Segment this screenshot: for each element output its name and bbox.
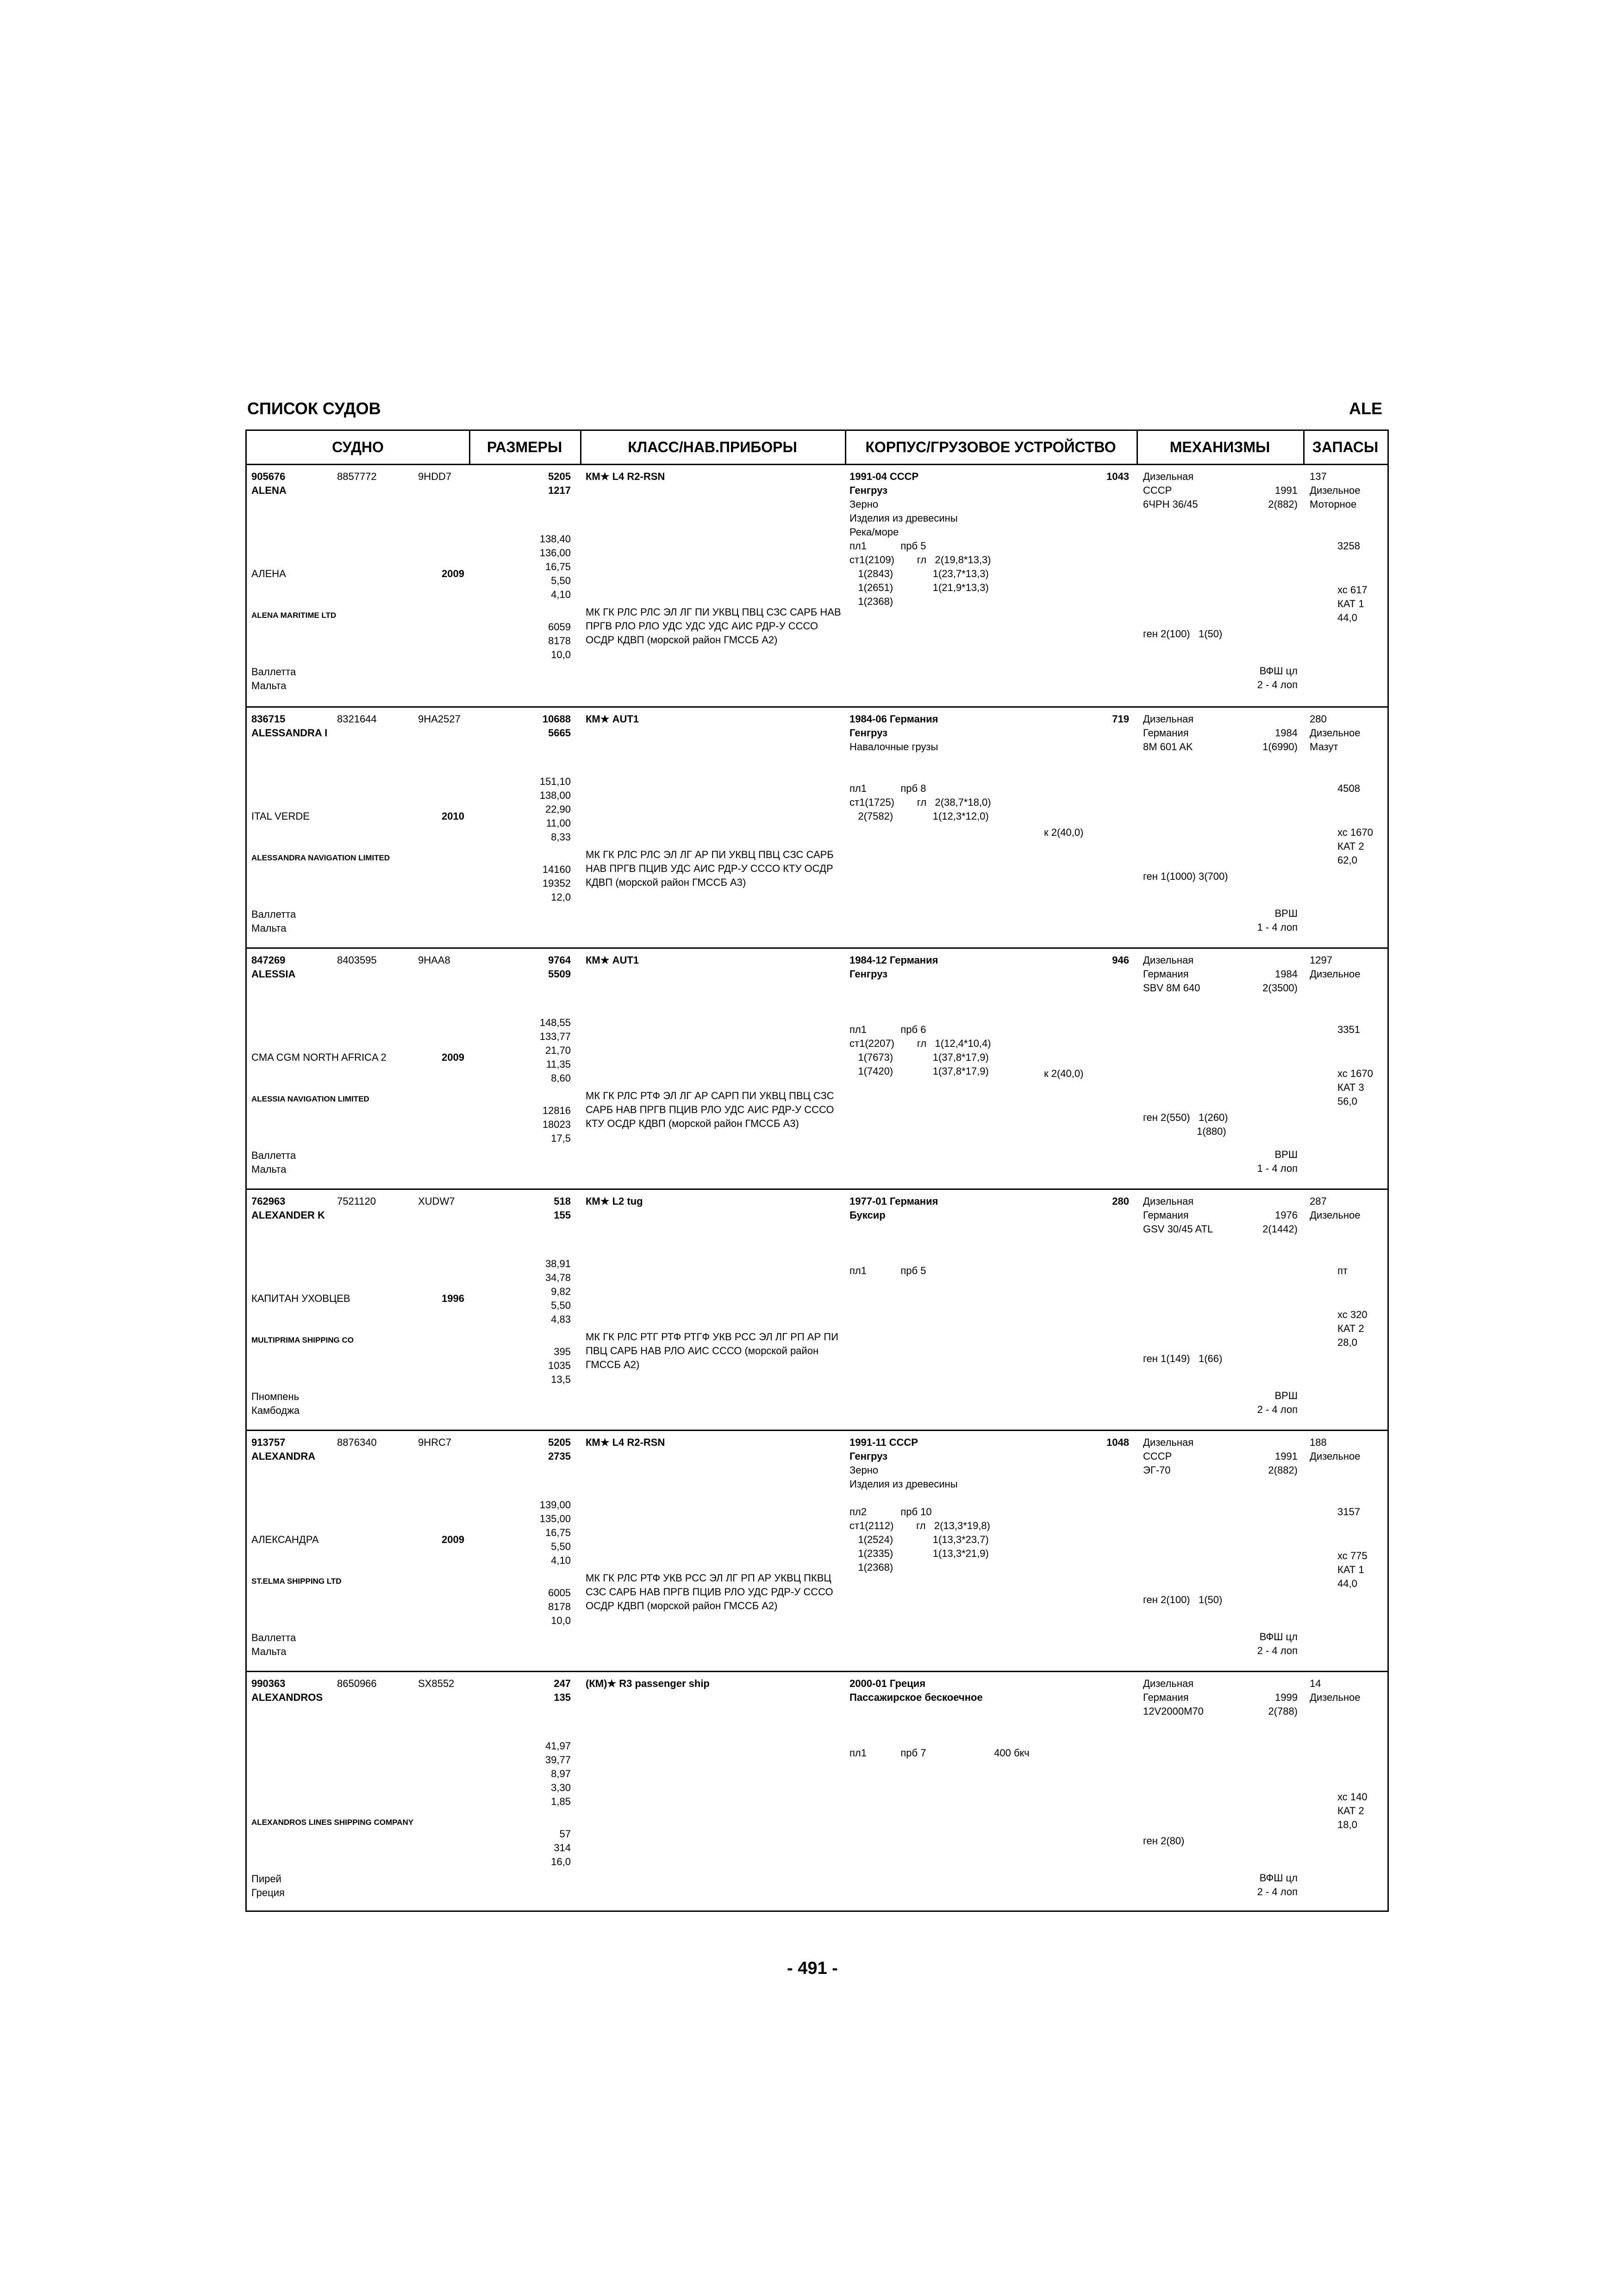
engine-power: 2(1442) <box>1262 1223 1298 1235</box>
deadweight: 518 <box>554 1195 571 1207</box>
ship-name: ALESSIA <box>251 968 296 980</box>
ship-register-table <box>245 429 1389 1912</box>
page-index-code: ALE <box>1349 399 1382 418</box>
engine-year: 1991 <box>1275 1450 1298 1462</box>
engine-year: 1984 <box>1275 968 1298 980</box>
register-number: 762963 <box>251 1195 286 1207</box>
call-sign: 9HA2527 <box>418 713 461 725</box>
generators: ген 2(550) 1(260) 1(880) <box>1143 1112 1228 1137</box>
flag-state: Мальта <box>251 1646 287 1657</box>
crew-info: хс 617 КАТ 1 44,0 <box>1337 584 1368 623</box>
cargo-types: Зерно Изделия из древесины Река/море <box>849 498 958 538</box>
capacity-speed: 57 314 16,0 <box>551 1828 571 1867</box>
ship-name: ALENA <box>251 485 287 496</box>
class-notation: КМ★ L4 R2-RSN <box>586 1437 665 1448</box>
decks-holds: пл1 прб 7 400 бкч <box>849 1747 1030 1759</box>
propeller-info: ВРШ 1 - 4 лоп <box>1257 908 1298 933</box>
gross-tonnage: 5509 <box>548 968 571 980</box>
build-date-country: 1991-11 СССР <box>849 1437 918 1448</box>
former-name: CMA CGM NORTH AFRICA 2 <box>251 1052 387 1063</box>
engine-info: Дизельная СССР 6ЧРН 36/45 <box>1143 471 1198 510</box>
engine-year: 1991 <box>1275 485 1298 496</box>
deadweight: 247 <box>554 1678 571 1689</box>
hull-number: 1048 <box>1106 1437 1129 1448</box>
build-date-country: 1977-01 Германия <box>849 1195 938 1207</box>
ship-record <box>247 1188 1387 1430</box>
gross-tonnage: 1217 <box>548 485 571 496</box>
propeller-info: ВФШ цл 2 - 4 лоп <box>1257 1872 1298 1898</box>
capacity-speed: 6005 8178 10,0 <box>548 1587 571 1626</box>
fuel-info: 280 Дизельное Мазут <box>1310 713 1361 753</box>
crew-info: хс 140 КАТ 2 18,0 <box>1337 1791 1368 1830</box>
engine-power: 2(788) <box>1268 1705 1298 1717</box>
dimensions: 138,40 136,00 16,75 5,50 4,10 <box>539 533 571 600</box>
engine-info: Дизельная Германия 8M 601 AK <box>1143 713 1194 753</box>
engine-info: Дизельная Германия 12V2000M70 <box>1143 1678 1204 1717</box>
decks-holds: пл1 прб 6 ст1(2207) гл 1(12,4*10,4) 1(7673) 1(37,8*17,9) 1(7420) 1(37,8*17,9) <box>849 1024 991 1077</box>
port-of-registry: Валлетта <box>251 1632 296 1643</box>
build-date-country: 1984-06 Германия <box>849 713 938 725</box>
navigation-equipment: МК ГК РЛС РТФ УКВ РСС ЭЛ ЛГ РП АР УКВЦ ПКВЦ СЗС САРБ НАВ ПРГВ ПЦИВ РЛО УДС РДР-У СССО ОСДР КДВП (морской район ГМССБ А2) <box>586 1572 833 1612</box>
generators: ген 2(80) <box>1143 1835 1185 1847</box>
owner-name: MULTIPRIMA SHIPPING CO <box>251 1336 354 1344</box>
imo-number: 8321644 <box>337 713 377 725</box>
former-name-year: 2009 <box>442 568 464 579</box>
engine-power: 2(882) <box>1268 1464 1298 1476</box>
crew-info: хс 1670 КАТ 2 62,0 <box>1337 827 1373 866</box>
column-header-class: КЛАСС/НАВ.ПРИБОРЫ <box>580 431 845 465</box>
call-sign: 9HDD7 <box>418 471 452 482</box>
propeller-info: ВРШ 1 - 4 лоп <box>1257 1149 1298 1174</box>
flag-state: Мальта <box>251 922 287 934</box>
former-name-year: 2009 <box>442 1534 464 1545</box>
port-of-registry: Пномпень <box>251 1391 300 1402</box>
dimensions: 41,97 39,77 8,97 3,30 1,85 <box>545 1740 571 1807</box>
call-sign: XUDW7 <box>418 1195 455 1207</box>
build-date-country: 2000-01 Греция <box>849 1678 926 1689</box>
deadweight: 9764 <box>548 954 571 966</box>
build-date-country: 1991-04 СССР <box>849 471 919 482</box>
engine-power: 2(3500) <box>1262 982 1298 994</box>
former-name: КАПИТАН УХОВЦЕВ <box>251 1293 350 1304</box>
former-name: ITAL VERDE <box>251 810 310 822</box>
engine-year: 1984 <box>1275 727 1298 739</box>
owner-name: ALESSIA NAVIGATION LIMITED <box>251 1095 369 1103</box>
imo-number: 8403595 <box>337 954 377 966</box>
deadweight: 10688 <box>542 713 571 725</box>
register-number: 905676 <box>251 471 286 482</box>
imo-number: 8876340 <box>337 1437 377 1448</box>
range: 3157 <box>1337 1506 1360 1518</box>
range: 3351 <box>1337 1024 1360 1035</box>
range: 3258 <box>1337 540 1360 552</box>
hull-number: 280 <box>1112 1195 1129 1207</box>
fuel-info: 188 Дизельное <box>1310 1437 1361 1462</box>
decks-holds: пл2 прб 10 ст1(2112) гл 2(13,3*19,8) 1(2524) 1(13,3*23,7) 1(2335) 1(13,3*21,9) 1(2368) <box>849 1506 990 1573</box>
dimensions: 148,55 133,77 21,70 11,35 8,60 <box>539 1017 571 1084</box>
engine-year: 1999 <box>1275 1692 1298 1703</box>
range: 4508 <box>1337 783 1360 794</box>
column-header-vessel: СУДНО <box>247 431 469 465</box>
page-number: - 491 - <box>787 1959 838 1978</box>
hull-number: 1043 <box>1106 471 1129 482</box>
ship-type: Генгруз <box>849 485 888 496</box>
former-name: АЛЕКСАНДРА <box>251 1534 319 1545</box>
engine-info: Дизельная Германия SBV 8M 640 <box>1143 954 1200 994</box>
flag-state: Греция <box>251 1887 285 1898</box>
flag-state: Камбоджа <box>251 1405 300 1416</box>
former-name: АЛЕНА <box>251 568 286 579</box>
ship-record <box>247 947 1387 1188</box>
engine-power: 1(6990) <box>1262 741 1298 753</box>
dimensions: 139,00 135,00 16,75 5,50 4,10 <box>539 1499 571 1566</box>
port-of-registry: Пирей <box>251 1873 281 1885</box>
gross-tonnage: 2735 <box>548 1450 571 1462</box>
crew-info: хс 775 КАТ 1 44,0 <box>1337 1550 1368 1589</box>
ship-name: ALEXANDRA <box>251 1450 316 1462</box>
decks-holds: пл1 прб 8 ст1(1725) гл 2(38,7*18,0) 2(7582) 1(12,3*12,0) <box>849 783 991 822</box>
column-header-supplies: ЗАПАСЫ <box>1303 431 1387 465</box>
gross-tonnage: 135 <box>554 1692 571 1703</box>
call-sign: 9HAA8 <box>418 954 450 966</box>
register-number: 847269 <box>251 954 286 966</box>
decks-holds: пл1 прб 5 ст1(2109) гл 2(19,8*13,3) 1(2843) 1(23,7*13,3) 1(2651) 1(21,9*13,3) 1(2368) <box>849 540 991 607</box>
ship-record <box>247 465 1387 706</box>
ship-type: Генгруз <box>849 1450 888 1462</box>
port-of-registry: Валлетта <box>251 908 296 920</box>
generators: ген 2(100) 1(50) <box>1143 1594 1223 1605</box>
cranes: к 2(40,0) <box>1044 1068 1084 1079</box>
deadweight: 5205 <box>548 471 571 482</box>
generators: ген 1(1000) 3(700) <box>1143 871 1228 882</box>
capacity-speed: 6059 8178 10,0 <box>548 621 571 660</box>
propeller-info: ВРШ 2 - 4 лоп <box>1257 1390 1298 1415</box>
class-notation: КМ★ AUT1 <box>586 713 639 725</box>
engine-info: Дизельная СССР ЭГ-70 <box>1143 1437 1194 1476</box>
gross-tonnage: 155 <box>554 1209 571 1221</box>
generators: ген 1(149) 1(66) <box>1143 1353 1223 1364</box>
decks-holds: пл1 прб 5 <box>849 1265 926 1276</box>
deadweight: 5205 <box>548 1437 571 1448</box>
propeller-info: ВФШ цл 2 - 4 лоп <box>1257 665 1298 691</box>
former-name-year: 1996 <box>442 1293 464 1304</box>
hull-number: 946 <box>1112 954 1129 966</box>
register-number: 836715 <box>251 713 286 725</box>
dimensions: 38,91 34,78 9,82 5,50 4,83 <box>545 1258 571 1325</box>
cranes: к 2(40,0) <box>1044 827 1084 838</box>
flag-state: Мальта <box>251 1164 287 1175</box>
call-sign: 9HRC7 <box>418 1437 452 1448</box>
ship-record <box>247 1430 1387 1671</box>
fuel-info: 14 Дизельное <box>1310 1678 1361 1703</box>
ship-type: Генгруз <box>849 727 888 739</box>
cargo-types: Зерно Изделия из древесины <box>849 1464 958 1490</box>
register-number: 990363 <box>251 1678 286 1689</box>
ship-name: ALESSANDRA I <box>251 727 328 739</box>
gross-tonnage: 5665 <box>548 727 571 739</box>
class-notation: КМ★ L4 R2-RSN <box>586 471 665 482</box>
imo-number: 8650966 <box>337 1678 377 1689</box>
imo-number: 7521120 <box>337 1195 376 1207</box>
column-header-dimensions: РАЗМЕРЫ <box>469 431 580 465</box>
range: пт <box>1337 1265 1348 1276</box>
register-number: 913757 <box>251 1437 286 1448</box>
engine-year: 1976 <box>1275 1209 1298 1221</box>
call-sign: SX8552 <box>418 1678 455 1689</box>
column-header-machinery: МЕХАНИЗМЫ <box>1137 431 1303 465</box>
class-notation: КМ★ AUT1 <box>586 954 639 966</box>
ship-name: ALEXANDROS <box>251 1692 323 1703</box>
owner-name: ST.ELMA SHIPPING LTD <box>251 1577 342 1586</box>
navigation-equipment: МК ГК РЛС РТГ РТФ РТГФ УКВ РСС ЭЛ ЛГ РП АР ПИ ПВЦ САРБ НАВ РЛО АИС СССО (морской район ГМССБ А2) <box>586 1331 838 1370</box>
capacity-speed: 14160 19352 12,0 <box>542 864 571 903</box>
hull-number: 719 <box>1112 713 1129 725</box>
generators: ген 2(100) 1(50) <box>1143 628 1223 640</box>
dimensions: 151,10 138,00 22,90 11,00 8,33 <box>539 776 571 843</box>
capacity-speed: 12816 18023 17,5 <box>542 1105 571 1144</box>
fuel-info: 1297 Дизельное <box>1310 954 1361 980</box>
ship-type: Пассажирское бескоечное <box>849 1692 983 1703</box>
build-date-country: 1984-12 Германия <box>849 954 938 966</box>
former-name-year: 2009 <box>442 1052 464 1063</box>
capacity-speed: 395 1035 13,5 <box>548 1346 571 1385</box>
crew-info: хс 1670 КАТ 3 56,0 <box>1337 1068 1373 1107</box>
owner-name: ALEXANDROS LINES SHIPPING COMPANY <box>251 1818 414 1827</box>
owner-name: ALENA MARITIME LTD <box>251 611 337 620</box>
former-name-year: 2010 <box>442 810 464 822</box>
owner-name: ALESSANDRA NAVIGATION LIMITED <box>251 853 390 862</box>
ship-record <box>247 706 1387 947</box>
propeller-info: ВФШ цл 2 - 4 лоп <box>1257 1631 1298 1656</box>
navigation-equipment: МК ГК РЛС РЛС ЭЛ ЛГ ПИ УКВЦ ПВЦ СЗС САРБ НАВ ПРГВ РЛО РЛО УДС УДС УДС АИС РДР-У СССО ОСДР КДВП (морской район ГМССБ А2) <box>586 606 841 646</box>
engine-info: Дизельная Германия GSV 30/45 ATL <box>1143 1195 1213 1235</box>
page-title: СПИСОК СУДОВ <box>247 399 381 418</box>
ship-record <box>247 1671 1387 1912</box>
port-of-registry: Валлетта <box>251 1150 296 1161</box>
imo-number: 8857772 <box>337 471 377 482</box>
cargo-types: Навалочные грузы <box>849 741 938 753</box>
ship-type: Генгруз <box>849 968 888 980</box>
ship-name: ALEXANDER K <box>251 1209 325 1221</box>
class-notation: (КМ)★ R3 passenger ship <box>586 1678 710 1689</box>
fuel-info: 137 Дизельное Моторное <box>1310 471 1361 510</box>
navigation-equipment: МК ГК РЛС РТФ ЭЛ ЛГ АР САРП ПИ УКВЦ ПВЦ СЗС САРБ НАВ ПРГВ ПЦИВ РЛО УДС АИС РДР-У СССО КТУ ОСДР КДВП (морской район ГМССБ А3) <box>586 1090 834 1129</box>
crew-info: хс 320 КАТ 2 28,0 <box>1337 1309 1368 1348</box>
fuel-info: 287 Дизельное <box>1310 1195 1361 1221</box>
navigation-equipment: МК ГК РЛС РЛС ЭЛ ЛГ АР ПИ УКВЦ ПВЦ СЗС САРБ НАВ ПРГВ ПЦИВ УДС АИС РДР-У СССО КТУ ОСДР КДВП (морской район ГМССБ А3) <box>586 849 834 888</box>
column-header-hull: КОРПУС/ГРУЗОВОЕ УСТРОЙСТВО <box>845 431 1137 465</box>
engine-power: 2(882) <box>1268 498 1298 510</box>
ship-type: Буксир <box>849 1209 886 1221</box>
flag-state: Мальта <box>251 680 287 691</box>
class-notation: КМ★ L2 tug <box>586 1195 643 1207</box>
port-of-registry: Валлетта <box>251 666 296 678</box>
